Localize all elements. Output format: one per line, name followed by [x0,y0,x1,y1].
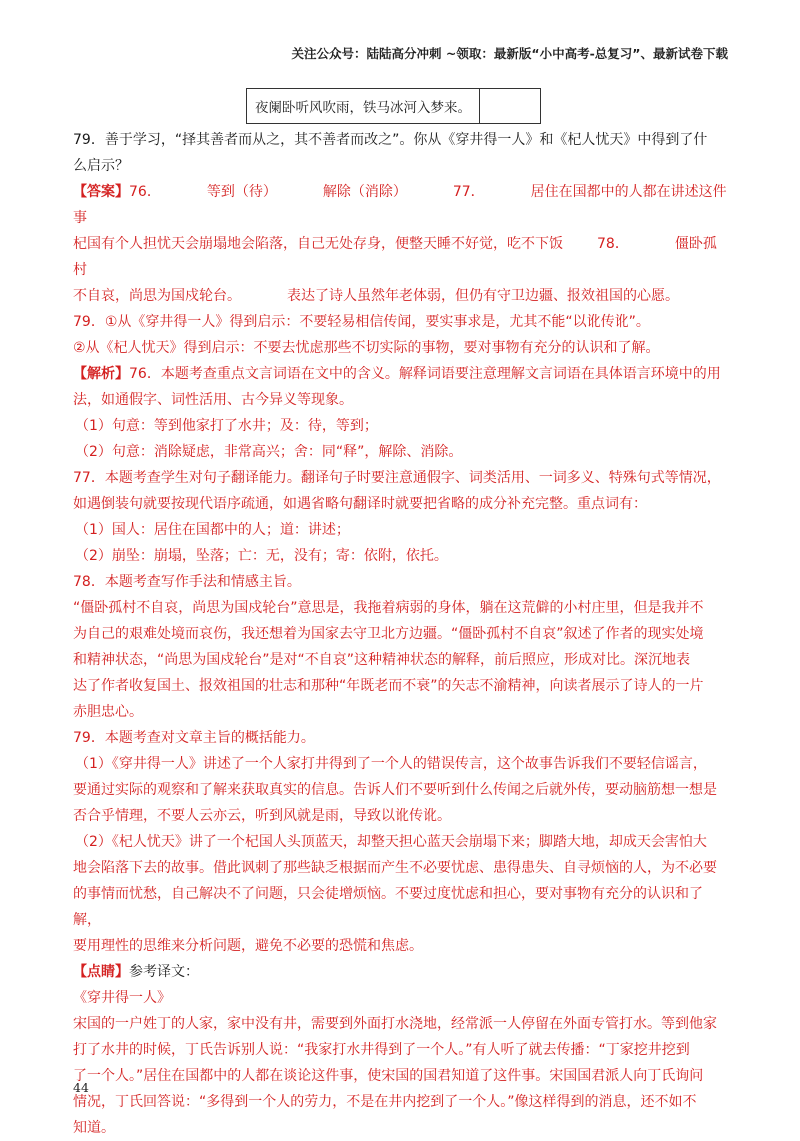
answer-77-2: 杞国有个人担忧天会崩塌地会陷落，自己无处存身，便整天睡不好觉，吃不下饭 [73,236,563,252]
analysis-line: 为自己的艰难处境而哀伤，我还想着为国家去守卫北方边疆。“僵卧孤村不自哀”叙述了作者的现实处境 [73,626,704,642]
analysis-line: （1）句意：等到他家打了水井；及：待，等到； [75,418,378,434]
analysis-line: 地会陷落下去的故事。借此讽刺了那些缺乏根据而产生不必要忧虑、患得患失、自寻烦恼的人，为不必要 [73,860,717,876]
answer-77-1: 居住在国都中的人都在讲述这件事 [73,184,727,226]
analysis-line: （1）国人：居住在国都中的人；道：讲述； [75,522,350,538]
tip-label: 【点睛】 [73,964,129,980]
analysis-line: 79．本题考查对文章主旨的概括能力。 [73,730,315,746]
answer-label: 【答案】 [73,184,129,200]
answer-78-2: 不自哀，尚思为国戍轮台。 [73,288,241,304]
poem-cell: 夜阑卧听风吹雨，铁马冰河入梦来。 [247,89,480,124]
analysis-line: 要用理性的思维来分析问题，避免不必要的恐慌和焦虑。 [73,938,423,954]
tip-line: 【点睛】参考译文： [73,964,199,980]
answer-78-3: 表达了诗人虽然年老体弱，但仍有守卫边疆、报效祖国的心愿。 [287,288,679,304]
question-line: 79．善于学习，“择其善者而从之，其不善者而改之”。你从《穿井得一人》和《杞人忧天》中得到了什 [73,132,708,148]
blank-cell [480,89,541,124]
analysis-line: 和精神状态，“尚思为国戍轮台”是对“不自哀”这种精神状态的解释，前后照应，形成对比。深沉地表 [73,652,691,668]
analysis-label: 【解析】 [73,366,129,382]
analysis-line: 【解析】76．本题考查重点文言词语在文中的含义。解释词语要注意理解文言词语在具体语言环境中的用 [73,366,721,382]
translation-line: 打了水井的时候，丁氏告诉别人说：“我家打水井得到了一个人。”有人听了就去传播：“丁家挖井挖到 [73,1042,690,1058]
answer-76-1: 等到（待） [206,184,277,200]
analysis-line: （2）崩坠：崩塌，坠落；亡：无，没有；寄：依附，依托。 [75,548,448,564]
page-header: 关注公众号：陆陆高分冲刺 ~领取：最新版“小中高考-总复习”、最新试卷下载 [291,46,728,61]
answer-line: 杞国有个人担忧天会崩塌地会陷落，自己无处存身，便整天睡不好觉，吃不下饭 78． 僵卧孤村 [73,236,717,278]
answer-line [73,283,729,309]
analysis-line: （1）《穿井得一人》讲述了一个人家打井得到了一个人的错误传言，这个故事告诉我们不要轻信谣言， [75,756,707,772]
answer-79-2: ②从《杞人忧天》得到启示：不要去忧虑那些不切实际的事物，要对事物有充分的认识和了解。 [73,340,660,356]
analysis-line: “僵卧孤村不自哀，尚思为国戍轮台”意思是，我拖着病弱的身体，躺在这荒僻的小村庄里，但是我并不 [73,600,704,616]
answer-78-1: 僵卧孤村 [73,236,717,278]
answer-76-2: 解除（消除） [322,184,407,200]
analysis-line: 达了作者收复国土、报效祖国的壮志和那种“年既老而不衰”的矢志不渝精神，向读者展示了诗人的一片 [73,678,704,694]
analysis-line: （2）句意：消除疑虑，非常高兴；舍：同“释”，解除、消除。 [75,444,463,460]
translation-line: 宋国的一户姓丁的人家，家中没有井，需要到外面打水浇地，经常派一人停留在外面专管打水。等到他家 [73,1016,717,1032]
poem-table [246,88,541,124]
analysis-line: 的事情而忧愁，自己解决不了问题，只会徒增烦恼。不要过度忧虑和担心，要对事物有充分的认识和了解， [73,886,703,928]
analysis-line: 否合乎情理，不要人云亦云，听到风就是雨，导致以讹传讹。 [73,808,451,824]
analysis-line: 要通过实际的观察和了解来获取真实的信息。告诉人们不要听到什么传闻之后就外传，要动脑筋想一想是 [73,782,717,798]
answer-79-1: 79．①从《穿井得一人》得到启示：不要轻易相信传闻，要实事求是，尤其不能“以讹传讹”。 [73,314,650,330]
answer-line: 【答案】76． 等到（待） 解除（消除） 77． 居住在国都中的人都在讲述这件事 [73,184,727,226]
analysis-line: 法，如通假字、词性活用、古今异义等现象。 [73,392,353,408]
translation-title: 《穿井得一人》 [73,990,171,1006]
page-number: 44 [73,1080,89,1095]
document-body [73,127,729,1141]
translation-line: 了一个人。”居住在国都中的人都在谈论这件事，使宋国的国君知道了这件事。宋国国君派人向丁氏询问 [73,1068,704,1084]
translation-line: 情况，丁氏回答说：“多得到一个人的劳力，不是在井内挖到了一个人。”像这样得到的消息，还不如不 [73,1094,697,1110]
question-line: 么启示？ [73,158,129,174]
analysis-line: （2）《杞人忧天》讲了一个杞国人头顶蓝天，却整天担心蓝天会崩塌下来；脚踏大地，却成天会害怕大 [75,834,707,850]
analysis-line: 78．本题考查写作手法和情感主旨。 [73,574,301,590]
translation-line: 知道。 [73,1120,115,1136]
analysis-line: 77．本题考查学生对句子翻译能力。翻译句子时要注意通假字、词类活用、一词多义、特殊句式等情况， [73,470,721,486]
analysis-line: 如遇倒装句就要按现代语序疏通，如遇省略句翻译时就要把省略的成分补充完整。重点词有： [73,496,647,512]
analysis-line: 赤胆忠心。 [73,704,143,720]
